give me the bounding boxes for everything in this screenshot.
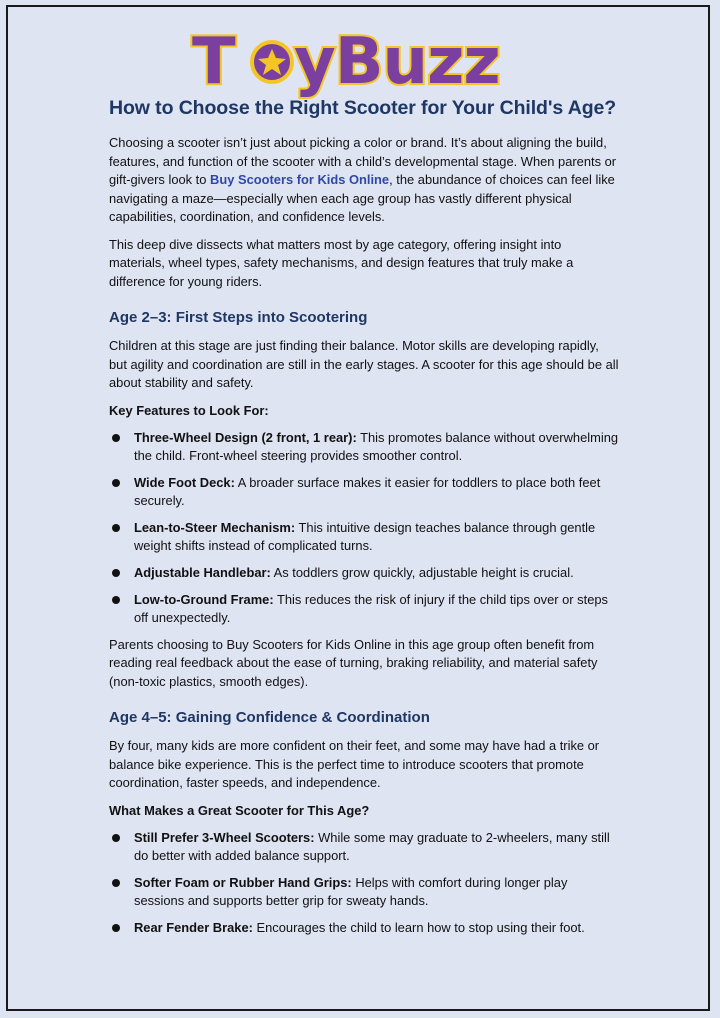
section-heading-age-4-5: Age 4–5: Gaining Confidence & Coordination (109, 709, 430, 726)
list-item: Wide Foot Deck: A broader surface makes it easier for toddlers to place both feet securely. (109, 474, 619, 510)
star-icon (252, 42, 292, 82)
article-body (109, 97, 619, 946)
feature-list (109, 829, 619, 937)
bullet-icon (112, 834, 120, 842)
bullet-icon (112, 569, 120, 577)
list-item: Softer Foam or Rubber Hand Grips: Helps with comfort during longer play sessions and supports better grip for sweaty hands. (109, 874, 619, 910)
feature-list (109, 429, 619, 627)
section-body: Parents choosing to Buy Scooters for Kids Online in this age group often benefit from reading real feedback about the ease of turning, braking reliability, and material safety (non-toxic plastics, smooth edges). (109, 636, 598, 689)
list-item: Rear Fender Brake: Encourages the child to learn how to stop using their foot. (109, 919, 619, 937)
intro-paragraph-1: Choosing a scooter isn’t just about picking a color or brand. It’s about aligning the build, features, and function of the scooter with a child’s developmental stage. When parents or gift-givers look to Buy Scooters for Kids Online, the abundance of choices can feel like navigating a maze—especially when each age group has vastly different physical capabilities, coordination, and confidence levels. (109, 135, 617, 224)
bullet-icon (112, 879, 120, 887)
toybuzz-logo (190, 19, 512, 103)
page-title: How to Choose the Right Scooter for Your Child's Age? (109, 97, 617, 119)
list-item: Still Prefer 3-Wheel Scooters: While some may graduate to 2-wheelers, many still do better with added balance support. (109, 829, 619, 865)
subheading: Key Features to Look For: (109, 402, 269, 418)
section-body: By four, many kids are more confident on their feet, and some may have had a trike or balance bike experience. This is the perfect time to introduce scooters that promote coordination, faster speeds, and independence. (109, 738, 600, 790)
intro-paragraph-2: This deep dive dissects what matters most by age category, offering insight into materials, wheel types, safety mechanisms, and design features that truly make a difference for young riders. (109, 236, 574, 289)
list-item: Three-Wheel Design (2 front, 1 rear): This promotes balance without overwhelming the child. Front-wheel steering provides smoother control. (109, 429, 619, 465)
bullet-icon (112, 596, 120, 604)
svg-text:yBuzz: yBuzz (294, 25, 500, 99)
subheading: What Makes a Great Scooter for This Age? (109, 802, 370, 818)
bullet-icon (112, 479, 120, 487)
list-item: Low-to-Ground Frame: This reduces the risk of injury if the child tips over or steps off unexpectedly. (109, 591, 619, 627)
list-item: Adjustable Handlebar: As toddlers grow quickly, adjustable height is crucial. (109, 564, 619, 582)
section-heading-age-2-3: Age 2–3: First Steps into Scootering (109, 309, 368, 326)
bullet-icon (112, 434, 120, 442)
list-item: Lean-to-Steer Mechanism: This intuitive design teaches balance through gentle weight shifts instead of complicated turns. (109, 519, 619, 555)
bullet-icon (112, 524, 120, 532)
document-page (6, 5, 710, 1011)
svg-text:T: T (192, 25, 235, 99)
section-body: Children at this stage are just finding their balance. Motor skills are developing rapidly, but agility and coordination are still in the early stages. A scooter for this age should be all about stability and safety. (109, 338, 619, 390)
bullet-icon (112, 924, 120, 932)
buy-scooters-link[interactable]: Buy Scooters for Kids Online (210, 172, 390, 187)
